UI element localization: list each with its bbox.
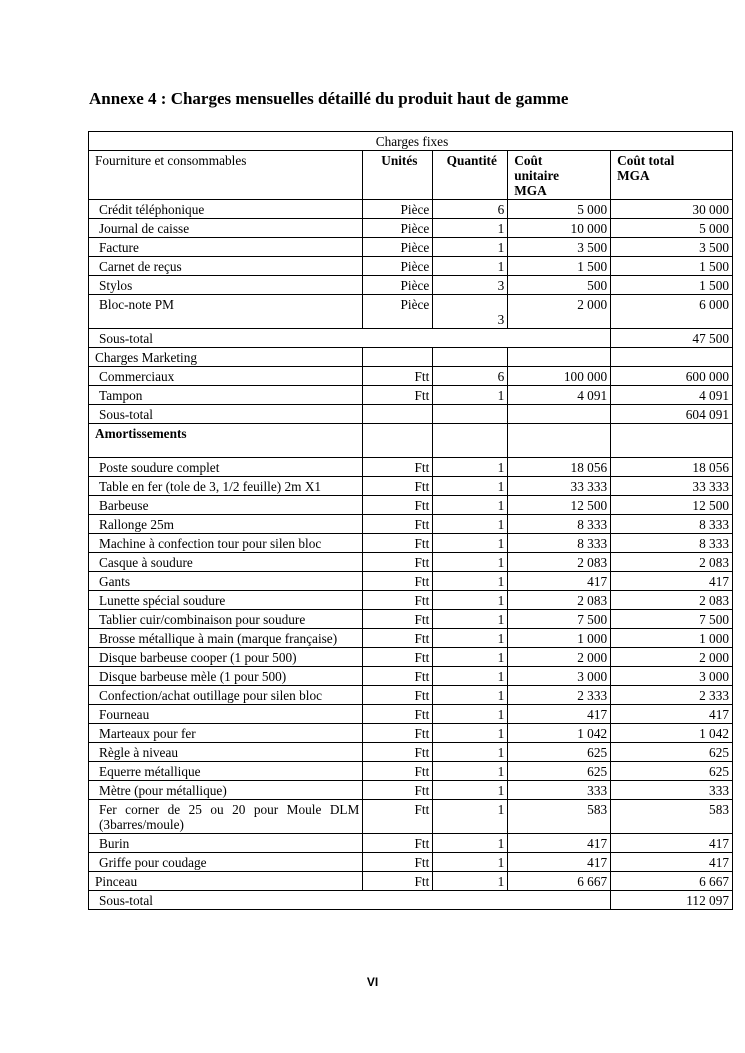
subtotal-label: Sous-total: [89, 329, 611, 348]
item-total: 7 500: [611, 610, 733, 629]
subtotal-row: [89, 329, 733, 348]
item-quantity: 1: [433, 781, 508, 800]
item-unit: Ftt: [363, 705, 433, 724]
item-unit: Ftt: [363, 367, 433, 386]
item-unit: Pièce: [363, 200, 433, 219]
item-quantity: 1: [433, 238, 508, 257]
table-row: [89, 743, 733, 762]
item-quantity: 1: [433, 686, 508, 705]
item-label: Gants: [89, 572, 363, 591]
item-unit: Pièce: [363, 276, 433, 295]
empty-cell: [508, 348, 611, 367]
table-row: [89, 872, 733, 891]
item-unit-cost: 417: [508, 572, 611, 591]
item-total: 3 000: [611, 667, 733, 686]
table-row: [89, 629, 733, 648]
item-unit: Ftt: [363, 834, 433, 853]
item-unit-cost: 500: [508, 276, 611, 295]
item-total: 30 000: [611, 200, 733, 219]
item-label: Table en fer (tole de 3, 1/2 feuille) 2m X1: [89, 477, 363, 496]
table-row: [89, 705, 733, 724]
item-total: 1 500: [611, 257, 733, 276]
item-quantity: 1: [433, 534, 508, 553]
header-section: Fourniture et consommables: [89, 151, 363, 200]
item-label: Bloc-note PM: [89, 295, 363, 329]
item-label: Mètre (pour métallique): [89, 781, 363, 800]
item-total: 5 000: [611, 219, 733, 238]
table-header-row: [89, 151, 733, 200]
table-row: [89, 781, 733, 800]
item-total: 417: [611, 853, 733, 872]
item-label: Pinceau: [89, 872, 363, 891]
item-unit-cost: 625: [508, 743, 611, 762]
item-unit-cost: 7 500: [508, 610, 611, 629]
item-unit: Ftt: [363, 629, 433, 648]
table-row: [89, 572, 733, 591]
item-label: Règle à niveau: [89, 743, 363, 762]
table-row: [89, 648, 733, 667]
item-unit: Ftt: [363, 800, 433, 834]
table-row: [89, 458, 733, 477]
item-quantity: 1: [433, 553, 508, 572]
item-unit-cost: 2 083: [508, 553, 611, 572]
item-quantity: 1: [433, 705, 508, 724]
item-quantity: 3: [433, 295, 508, 329]
table-row: [89, 667, 733, 686]
item-label: Barbeuse: [89, 496, 363, 515]
item-unit: Ftt: [363, 743, 433, 762]
item-unit-cost: 4 091: [508, 386, 611, 405]
item-quantity: 1: [433, 477, 508, 496]
table-row: [89, 219, 733, 238]
item-unit-cost: 2 000: [508, 648, 611, 667]
page-number: VI: [366, 975, 379, 989]
item-unit: Ftt: [363, 572, 433, 591]
empty-cell: [433, 348, 508, 367]
item-unit-cost: 333: [508, 781, 611, 800]
item-total: 625: [611, 762, 733, 781]
item-label: Facture: [89, 238, 363, 257]
item-quantity: 1: [433, 610, 508, 629]
item-label: Griffe pour coudage: [89, 853, 363, 872]
item-quantity: 1: [433, 853, 508, 872]
item-quantity: 1: [433, 834, 508, 853]
item-unit: Ftt: [363, 553, 433, 572]
table-row: [89, 591, 733, 610]
item-label: Poste soudure complet: [89, 458, 363, 477]
item-total: 12 500: [611, 496, 733, 515]
subtotal-value: 112 097: [611, 891, 733, 910]
header-quantity: Quantité: [433, 151, 508, 200]
item-total: 8 333: [611, 534, 733, 553]
table-row: [89, 610, 733, 629]
table-row: [89, 257, 733, 276]
item-total: 417: [611, 572, 733, 591]
item-unit: Pièce: [363, 295, 433, 329]
item-label: Commerciaux: [89, 367, 363, 386]
table-row: [89, 386, 733, 405]
subtotal-label: Sous-total: [89, 405, 363, 424]
item-unit: Ftt: [363, 458, 433, 477]
item-total: 600 000: [611, 367, 733, 386]
item-unit-cost: 583: [508, 800, 611, 834]
charges-table: [88, 131, 733, 910]
table-row: [89, 834, 733, 853]
table-row: [89, 367, 733, 386]
empty-cell: [611, 424, 733, 458]
item-total: 4 091: [611, 386, 733, 405]
table-row: [89, 515, 733, 534]
item-unit: Ftt: [363, 781, 433, 800]
item-quantity: 1: [433, 386, 508, 405]
item-quantity: 1: [433, 648, 508, 667]
item-label: Crédit téléphonique: [89, 200, 363, 219]
item-quantity: 1: [433, 219, 508, 238]
item-label: Fer corner de 25 ou 20 pour Moule DLM (3barres/moule): [89, 800, 363, 834]
item-label: Casque à soudure: [89, 553, 363, 572]
header-unit-cost: Coût unitaire MGA: [508, 151, 611, 200]
item-quantity: 1: [433, 496, 508, 515]
item-label: Burin: [89, 834, 363, 853]
item-label: Lunette spécial soudure: [89, 591, 363, 610]
item-total: 2 000: [611, 648, 733, 667]
item-unit-cost: 1 042: [508, 724, 611, 743]
item-quantity: 1: [433, 629, 508, 648]
item-label: Carnet de reçus: [89, 257, 363, 276]
item-unit-cost: 1 000: [508, 629, 611, 648]
section-row: [89, 348, 733, 367]
item-label: Journal de caisse: [89, 219, 363, 238]
item-label: Tablier cuir/combinaison pour soudure: [89, 610, 363, 629]
item-total: 2 083: [611, 591, 733, 610]
item-unit: Ftt: [363, 762, 433, 781]
item-total: 1 042: [611, 724, 733, 743]
item-unit-cost: 417: [508, 834, 611, 853]
section-row: [89, 424, 733, 458]
item-unit-cost: 2 083: [508, 591, 611, 610]
item-total: 625: [611, 743, 733, 762]
empty-cell: [363, 424, 433, 458]
item-unit-cost: 8 333: [508, 534, 611, 553]
item-quantity: 1: [433, 743, 508, 762]
item-unit: Ftt: [363, 648, 433, 667]
table-caption: Charges fixes: [89, 132, 733, 151]
item-quantity: 1: [433, 724, 508, 743]
item-quantity: 6: [433, 200, 508, 219]
item-total: 2 083: [611, 553, 733, 572]
item-unit: Pièce: [363, 219, 433, 238]
item-quantity: 1: [433, 572, 508, 591]
item-quantity: 1: [433, 591, 508, 610]
table-row: [89, 477, 733, 496]
item-label: Stylos: [89, 276, 363, 295]
subtotal-label: Sous-total: [89, 891, 611, 910]
item-unit-cost: 1 500: [508, 257, 611, 276]
item-unit-cost: 2 333: [508, 686, 611, 705]
table-row: [89, 800, 733, 834]
item-total: 6 667: [611, 872, 733, 891]
table-row: [89, 295, 733, 329]
item-total: 6 000: [611, 295, 733, 329]
item-unit: Pièce: [363, 238, 433, 257]
empty-cell: [611, 348, 733, 367]
item-unit-cost: 12 500: [508, 496, 611, 515]
item-unit: Ftt: [363, 386, 433, 405]
item-unit-cost: 10 000: [508, 219, 611, 238]
item-total: 1 000: [611, 629, 733, 648]
item-total: 8 333: [611, 515, 733, 534]
item-unit: Ftt: [363, 515, 433, 534]
item-unit: Ftt: [363, 724, 433, 743]
item-unit-cost: 3 000: [508, 667, 611, 686]
empty-cell: [508, 405, 611, 424]
section-title: Amortissements: [89, 424, 363, 458]
item-label: Equerre métallique: [89, 762, 363, 781]
item-unit-cost: 5 000: [508, 200, 611, 219]
item-unit: Ftt: [363, 686, 433, 705]
table-row: [89, 686, 733, 705]
item-label: Disque barbeuse mèle (1 pour 500): [89, 667, 363, 686]
item-total: 333: [611, 781, 733, 800]
empty-cell: [363, 348, 433, 367]
item-unit-cost: 8 333: [508, 515, 611, 534]
item-unit-cost: 6 667: [508, 872, 611, 891]
empty-cell: [433, 424, 508, 458]
item-total: 2 333: [611, 686, 733, 705]
table-row: [89, 238, 733, 257]
item-label: Marteaux pour fer: [89, 724, 363, 743]
item-label: Brosse métallique à main (marque française): [89, 629, 363, 648]
empty-cell: [508, 424, 611, 458]
subtotal-row: [89, 891, 733, 910]
item-quantity: 1: [433, 458, 508, 477]
item-quantity: 1: [433, 762, 508, 781]
item-unit: Ftt: [363, 534, 433, 553]
item-unit: Ftt: [363, 610, 433, 629]
item-unit: Ftt: [363, 853, 433, 872]
table-row: [89, 553, 733, 572]
item-unit-cost: 417: [508, 853, 611, 872]
table-row: [89, 200, 733, 219]
page-title: Annexe 4 : Charges mensuelles détaillé du produit haut de gamme: [89, 89, 569, 108]
item-unit-cost: 18 056: [508, 458, 611, 477]
header-total-cost: Coût total MGA: [611, 151, 733, 200]
item-unit-cost: 417: [508, 705, 611, 724]
item-quantity: 1: [433, 515, 508, 534]
item-quantity: 3: [433, 276, 508, 295]
item-total: 417: [611, 705, 733, 724]
item-quantity: 1: [433, 872, 508, 891]
subtotal-value: 47 500: [611, 329, 733, 348]
item-unit-cost: 3 500: [508, 238, 611, 257]
table-row: [89, 762, 733, 781]
empty-cell: [433, 405, 508, 424]
item-quantity: 1: [433, 667, 508, 686]
item-unit: Ftt: [363, 667, 433, 686]
subtotal-row: [89, 405, 733, 424]
subtotal-value: 604 091: [611, 405, 733, 424]
table-row: [89, 724, 733, 743]
item-unit: Ftt: [363, 496, 433, 515]
table-row: [89, 496, 733, 515]
item-unit-cost: 100 000: [508, 367, 611, 386]
item-label: Disque barbeuse cooper (1 pour 500): [89, 648, 363, 667]
table-row: [89, 534, 733, 553]
item-unit: Ftt: [363, 591, 433, 610]
item-total: 583: [611, 800, 733, 834]
item-unit: Pièce: [363, 257, 433, 276]
empty-cell: [363, 405, 433, 424]
table-row: [89, 853, 733, 872]
item-quantity: 6: [433, 367, 508, 386]
item-label: Fourneau: [89, 705, 363, 724]
item-label: Rallonge 25m: [89, 515, 363, 534]
item-label: Machine à confection tour pour silen bloc: [89, 534, 363, 553]
item-quantity: 1: [433, 800, 508, 834]
item-total: 417: [611, 834, 733, 853]
item-label: Confection/achat outillage pour silen bloc: [89, 686, 363, 705]
item-unit-cost: 2 000: [508, 295, 611, 329]
item-total: 18 056: [611, 458, 733, 477]
item-unit-cost: 33 333: [508, 477, 611, 496]
item-total: 1 500: [611, 276, 733, 295]
item-quantity: 1: [433, 257, 508, 276]
item-unit-cost: 625: [508, 762, 611, 781]
item-label: Tampon: [89, 386, 363, 405]
header-units: Unités: [363, 151, 433, 200]
item-unit: Ftt: [363, 477, 433, 496]
item-total: 3 500: [611, 238, 733, 257]
item-total: 33 333: [611, 477, 733, 496]
table-row: [89, 276, 733, 295]
table-caption-row: [89, 132, 733, 151]
item-unit: Ftt: [363, 872, 433, 891]
section-title: Charges Marketing: [89, 348, 363, 367]
